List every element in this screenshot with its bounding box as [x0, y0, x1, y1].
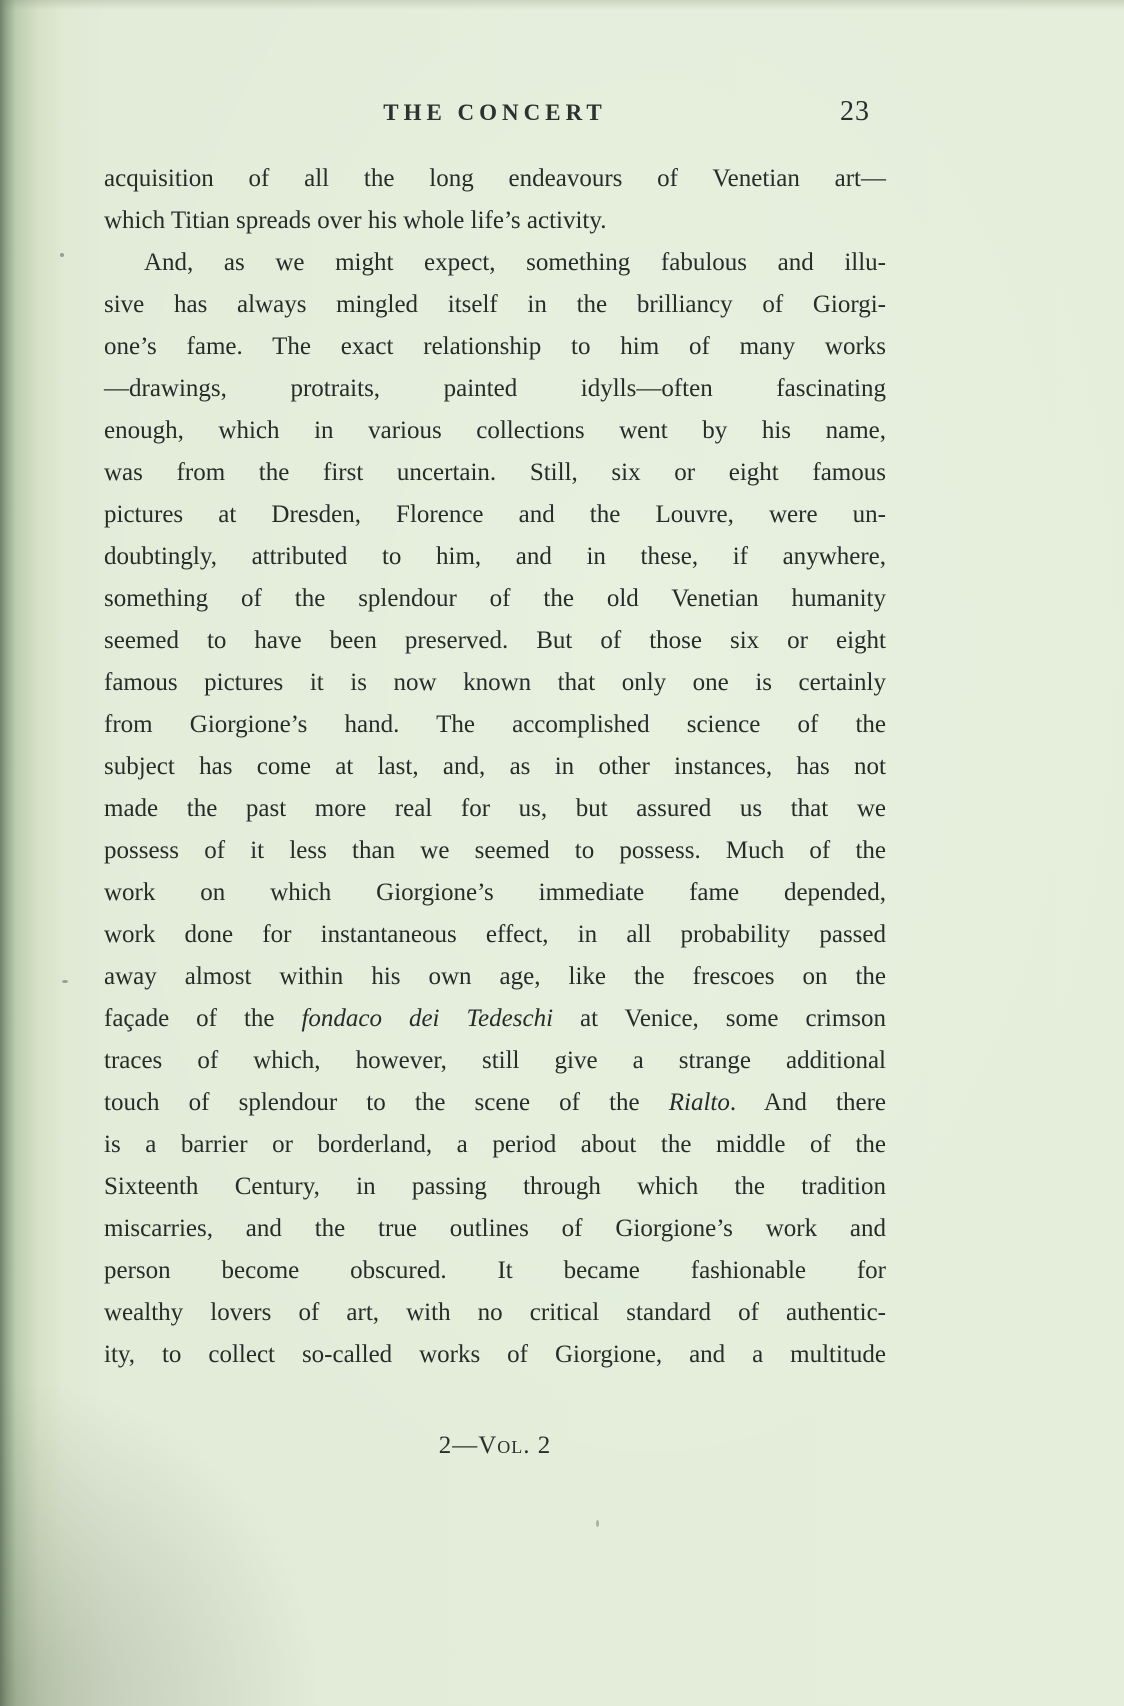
text-line [104, 1040, 886, 1082]
body-text: subject has come at last, and, as in other instances, has not [104, 753, 886, 780]
body-text: . And there [729, 1089, 886, 1116]
text-line [104, 830, 886, 872]
text-line [104, 746, 886, 788]
italic-text: fondaco dei Tedeschi [301, 1005, 554, 1032]
body-text: which Titian spreads over his whole life’s activity. [104, 207, 607, 234]
body-text: possess of it less than we seemed to possess. Much of the [104, 837, 886, 864]
paper-speck [596, 1520, 599, 1527]
body-text: enough, which in various collections went by his name, [104, 417, 886, 444]
text-line [104, 956, 886, 998]
text-line [104, 998, 886, 1040]
body-text: famous pictures it is now known that only one is certainly [104, 669, 886, 696]
text-line [104, 284, 886, 326]
text-line [104, 1292, 886, 1334]
body-text: façade of the [104, 1005, 302, 1032]
body-text: made the past more real for us, but assured us that we [104, 795, 886, 822]
text-line [104, 536, 886, 578]
body-text: was from the first uncertain. Still, six or eight famous [104, 459, 886, 486]
text-line [104, 704, 886, 746]
body-text: person become obscured. It became fashionable for [104, 1257, 886, 1284]
text-line [104, 1124, 886, 1166]
text-line [104, 368, 886, 410]
body-text: pictures at Dresden, Florence and the Louvre, were un- [104, 501, 886, 528]
body-text: at Venice, some crimson [553, 1005, 887, 1032]
text-line [104, 1082, 886, 1124]
body-text: ity, to collect so-called works of Giorgione, and a multitude [104, 1341, 886, 1368]
body-text: wealthy lovers of art, with no critical standard of authentic- [104, 1299, 886, 1326]
body-text: touch of splendour to the scene of the [104, 1089, 669, 1116]
text-line [104, 1334, 886, 1376]
body-text: And, as we might expect, something fabulous and illu- [144, 249, 886, 276]
body-text: something of the splendour of the old Venetian humanity [104, 585, 886, 612]
body-text: sive has always mingled itself in the brilliancy of Giorgi- [104, 291, 886, 318]
text-line [104, 410, 886, 452]
text-line [104, 788, 886, 830]
text-line [104, 326, 886, 368]
page-number: 23 [840, 96, 870, 127]
body-text: seemed to have been preserved. But of those six or eight [104, 627, 886, 654]
text-line [104, 200, 886, 242]
paper-speck [60, 253, 64, 257]
text-line [104, 242, 886, 284]
body-text: —drawings, protraits, painted idylls—often fascinating [104, 375, 886, 402]
text-line [104, 620, 886, 662]
text-line [104, 662, 886, 704]
body-text: work done for instantaneous effect, in all probability passed [104, 921, 886, 948]
body-text: Sixteenth Century, in passing through which the tradition [104, 1173, 886, 1200]
page-header [104, 96, 886, 136]
body-text: away almost within his own age, like the frescoes on the [104, 963, 886, 990]
text-line [104, 158, 886, 200]
volume-signature: 2—Vol. 2 [438, 1432, 552, 1459]
text-line [104, 1166, 886, 1208]
italic-text: Rialto [668, 1089, 730, 1116]
text-line [104, 494, 886, 536]
paper-speck [62, 980, 68, 983]
text-line [104, 1250, 886, 1292]
text-line [104, 452, 886, 494]
body-text: doubtingly, attributed to him, and in these, if anywhere, [104, 543, 886, 570]
body-text: miscarries, and the true outlines of Giorgione’s work and [104, 1215, 886, 1242]
text-line [104, 1208, 886, 1250]
text-line [104, 872, 886, 914]
body-text: is a barrier or borderland, a period about the middle of the [104, 1131, 886, 1158]
body-text: one’s fame. The exact relationship to him of many works [104, 333, 886, 360]
text-line [104, 914, 886, 956]
text-line [104, 578, 886, 620]
body-text: acquisition of all the long endeavours of Venetian art— [104, 165, 886, 192]
body-text: traces of which, however, still give a strange additional [104, 1047, 886, 1074]
text-block [104, 158, 886, 1376]
running-title: THE CONCERT [383, 100, 607, 125]
body-text: work on which Giorgione’s immediate fame depended, [104, 879, 886, 906]
body-text: from Giorgione’s hand. The accomplished science of the [104, 711, 886, 738]
